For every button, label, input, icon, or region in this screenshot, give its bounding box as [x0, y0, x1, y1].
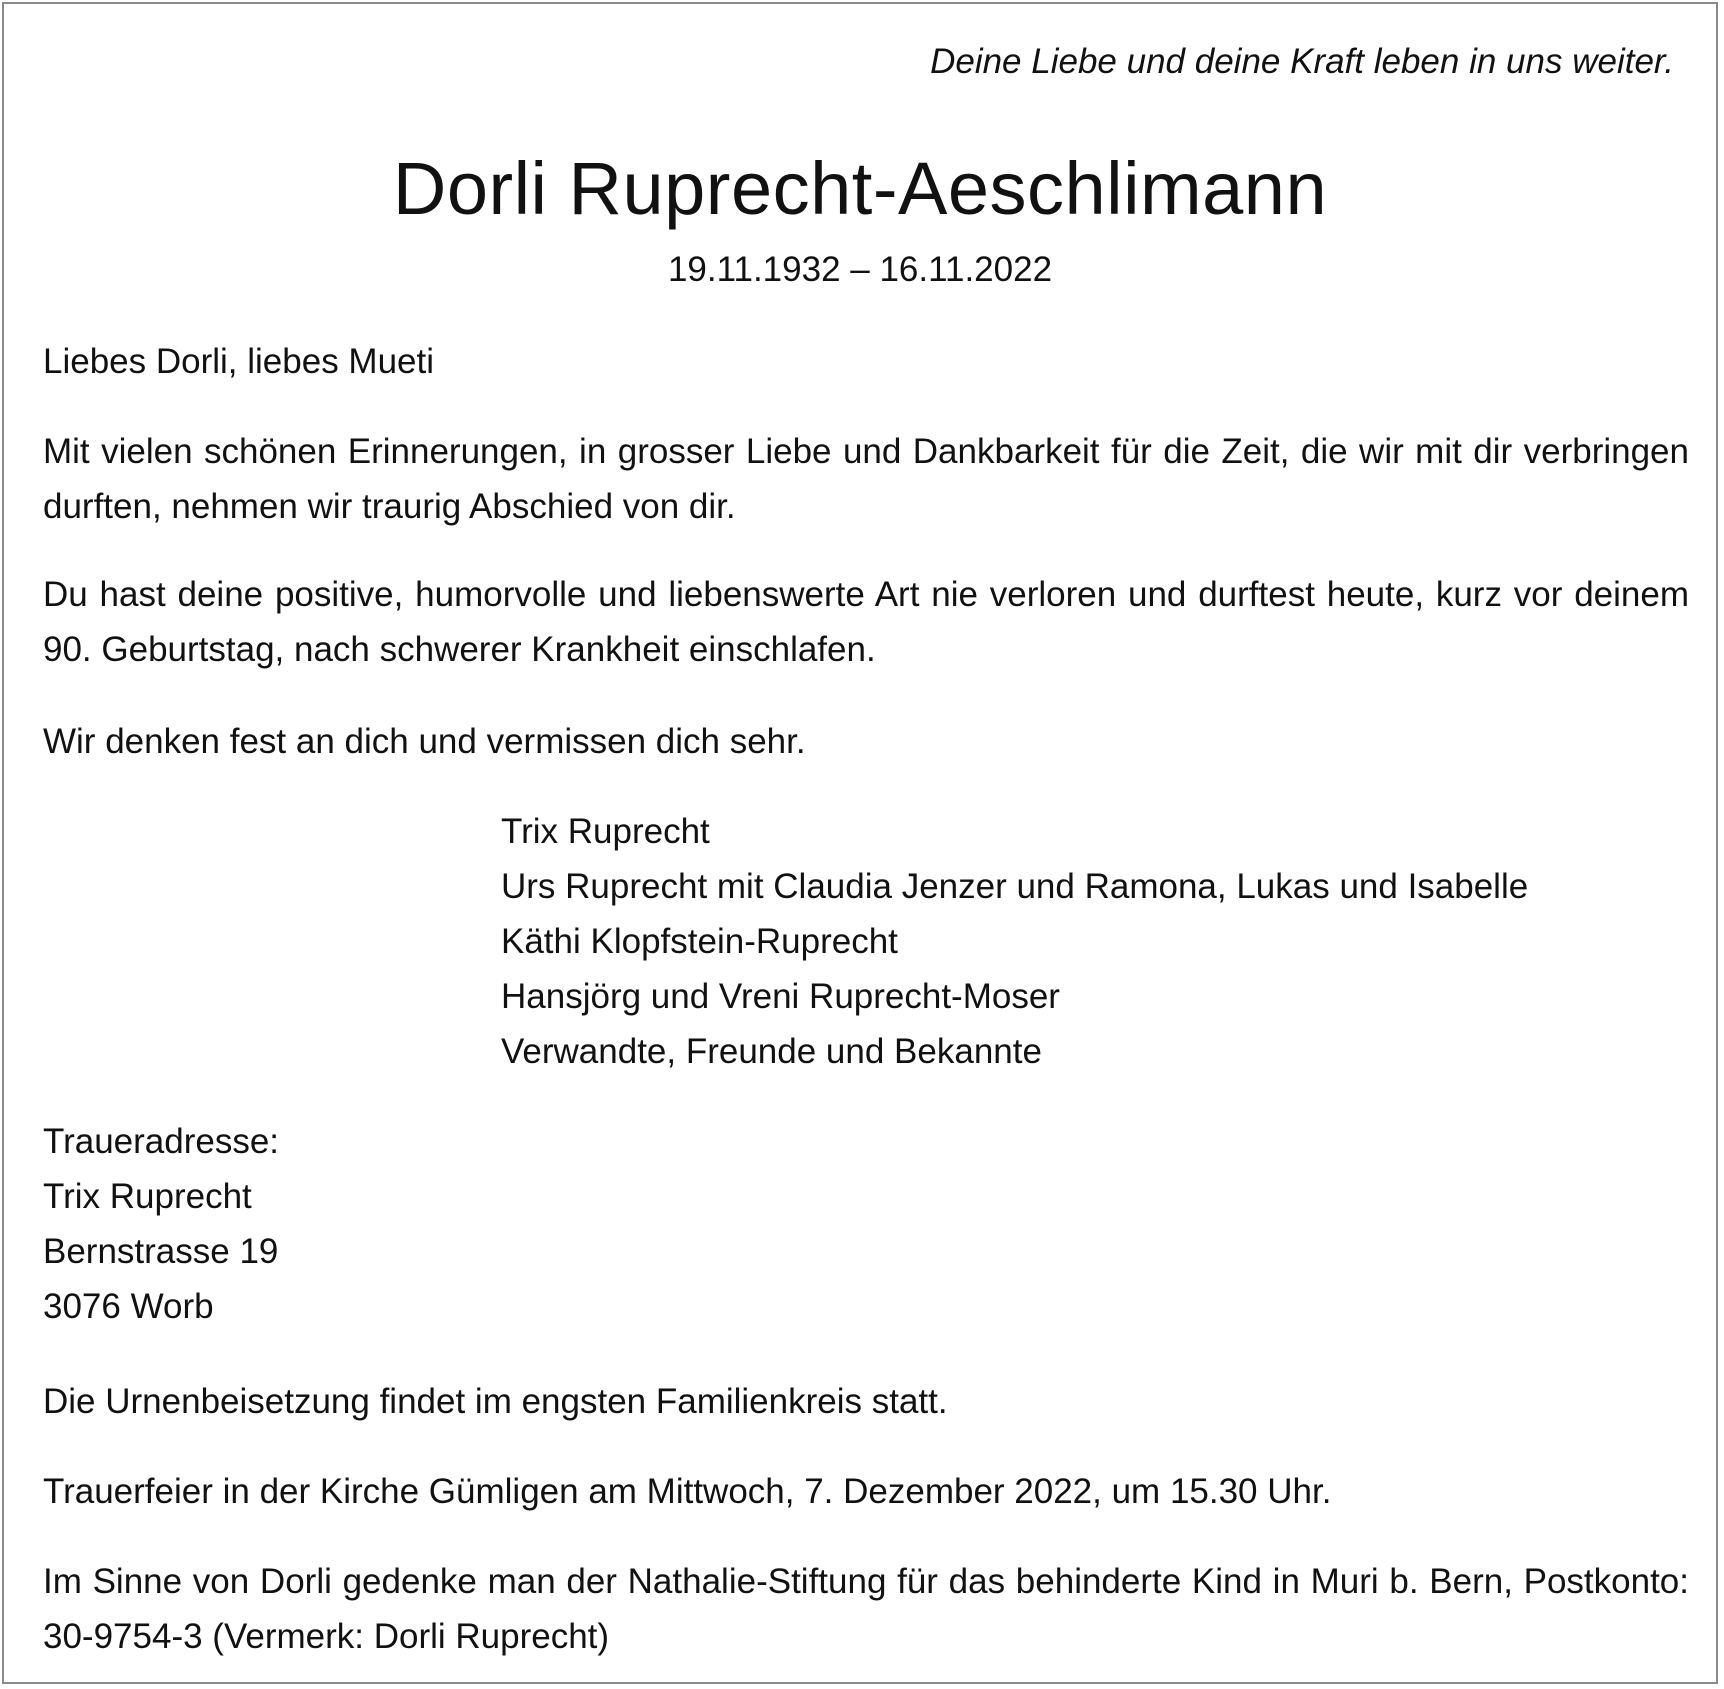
greeting: Liebes Dorli, liebes Mueti [43, 342, 435, 381]
paragraph-remembrance: Wir denken fest an dich und vermissen dich sehr. [43, 722, 806, 761]
mourner-item: Verwandte, Freunde und Bekannte [501, 1032, 1042, 1071]
mourner-item: Urs Ruprecht mit Claudia Jenzer und Ramona, Lukas und Isabelle [501, 867, 1529, 906]
address-name: Trix Ruprecht [43, 1177, 252, 1216]
paragraph-memories: Mit vielen schönen Erinnerungen, in grosser Liebe und Dankbarkeit für die Zeit, die wir mit dir verbringen durften, nehmen wir traurig Abschied von dir. [43, 432, 1689, 526]
mourner-item: Trix Ruprecht [501, 812, 710, 851]
paragraph-passing: Du hast deine positive, humorvolle und liebenswerte Art nie verloren und durftest heute, kurz vor deinem 90. Geburtstag, nach schwerer Krankheit einschlafen. [43, 575, 1689, 669]
address-city: 3076 Worb [43, 1287, 214, 1326]
deceased-name: Dorli Ruprecht-Aeschlimann [392, 147, 1328, 230]
notice-donation: Im Sinne von Dorli gedenke man der Nathalie-Stiftung für das behinderte Kind in Muri b. Bern, Postkonto: 30-9754-3 (Vermerk: Dorli Ruprecht) [43, 1562, 1689, 1656]
mourning-address [43, 1114, 279, 1334]
mourner-item: Käthi Klopfstein-Ruprecht [501, 922, 898, 961]
address-street: Bernstrasse 19 [43, 1232, 279, 1271]
mourner-item: Hansjörg und Vreni Ruprecht-Moser [501, 977, 1060, 1016]
notice-memorial-service: Trauerfeier in der Kirche Gümligen am Mittwoch, 7. Dezember 2022, um 15.30 Uhr. [43, 1472, 1332, 1511]
mourners-list [501, 804, 1528, 1079]
life-dates: 19.11.1932 – 16.11.2022 [667, 250, 1053, 289]
motto-line: Deine Liebe und deine Kraft leben in uns weiter. [930, 42, 1674, 81]
obituary-notice [2, 2, 1718, 1684]
address-label: Traueradresse: [43, 1122, 280, 1161]
notice-urn-burial: Die Urnenbeisetzung findet im engsten Familienkreis statt. [43, 1382, 948, 1421]
